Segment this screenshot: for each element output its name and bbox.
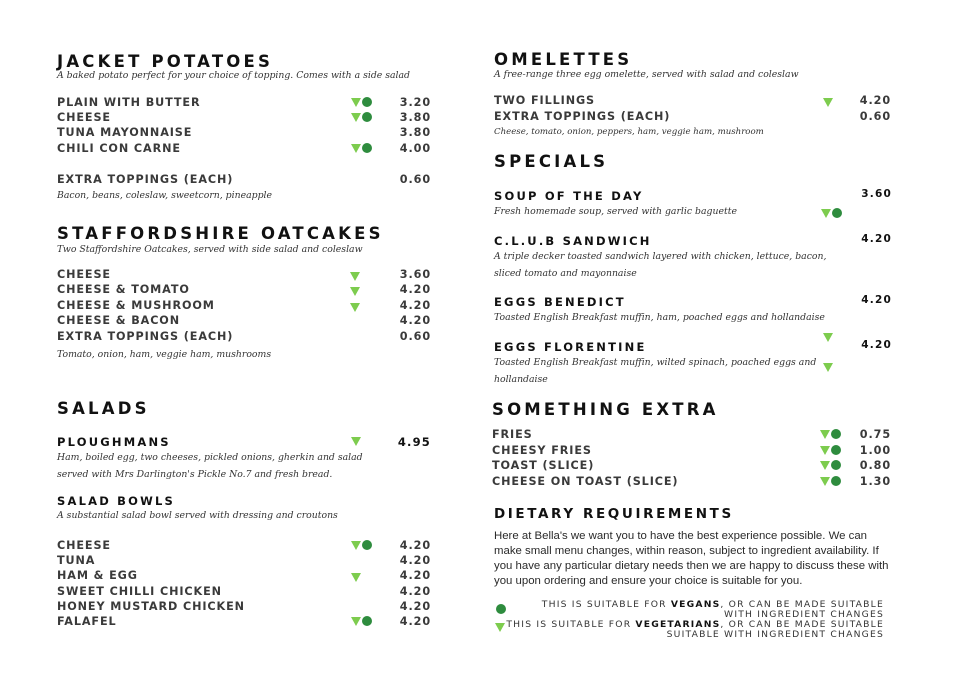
item-price: 4.20 <box>399 299 431 312</box>
vegetarian-vegan-icons <box>351 540 372 551</box>
item-price: 3.80 <box>399 111 431 124</box>
menu-item <box>492 459 892 474</box>
item-price: 4.00 <box>399 142 431 155</box>
menu-item <box>57 283 432 298</box>
special-desc: A triple decker toasted sandwich layered with chicken, lettuce, bacon, sliced tomato and mayonnaise <box>494 251 827 279</box>
vegan-icon <box>832 208 842 218</box>
oatcakes-subtitle: Two Staffordshire Oatcakes, served with side salad and coleslaw <box>57 244 363 255</box>
extra-toppings-row <box>57 173 432 188</box>
vegetarian-icon <box>350 303 360 312</box>
legend-vegan-line2: WITH INGREDIENT CHANGES <box>724 609 884 620</box>
item-name: CHEESE & MUSHROOM <box>57 299 215 312</box>
legend-text-part: , OR CAN BE MADE SUITABLE <box>720 599 884 610</box>
extra-title: SOMETHING EXTRA <box>492 400 719 419</box>
legend-text-part: THIS IS SUITABLE FOR <box>506 619 636 630</box>
item-price: 1.00 <box>859 444 891 457</box>
special-price: 3.60 <box>861 188 892 200</box>
menu-item <box>494 94 894 109</box>
vegetarian-icon <box>821 209 831 218</box>
item-price: 4.20 <box>399 314 431 327</box>
item-price: 4.20 <box>399 585 431 598</box>
omelettes-title: OMELETTES <box>494 50 633 69</box>
item-name: TUNA MAYONNAISE <box>57 126 193 139</box>
vegetarian-vegan-icons <box>351 616 372 627</box>
item-name: TWO FILLINGS <box>494 94 596 107</box>
menu-item <box>57 585 432 600</box>
vegetarian-icon <box>823 363 833 372</box>
vegetarian-icon <box>820 446 830 455</box>
vegetarian-icon <box>820 461 830 470</box>
item-price: 0.75 <box>859 428 891 441</box>
special-desc: Toasted English Breakfast muffin, wilted spinach, poached eggs and hollandaise <box>494 357 817 385</box>
specials-title: SPECIALS <box>494 152 609 171</box>
special-name: C.L.U.B SANDWICH <box>494 234 652 248</box>
vegetarian-vegan-icons <box>821 208 842 219</box>
item-price: 0.60 <box>399 330 431 343</box>
item-name: EXTRA TOPPINGS (EACH) <box>57 173 234 186</box>
special-desc: Fresh homemade soup, served with garlic baguette <box>494 206 737 217</box>
item-name: CHILI CON CARNE <box>57 142 181 155</box>
vegetarian-icons <box>351 436 361 447</box>
item-price: 1.30 <box>859 475 891 488</box>
legend-text <box>504 600 884 640</box>
menu-item <box>57 299 432 314</box>
item-name: HAM & EGG <box>57 569 138 582</box>
menu-item <box>57 268 432 283</box>
vegetarian-icon <box>820 477 830 486</box>
vegetarian-icons <box>823 362 833 373</box>
item-name: TUNA <box>57 554 96 567</box>
menu-item <box>57 314 432 329</box>
omelettes-note: Cheese, tomato, onion, peppers, ham, veggie ham, mushroom <box>494 127 764 137</box>
menu-item <box>57 615 432 630</box>
menu-item <box>492 428 892 443</box>
item-price: 4.20 <box>859 94 891 107</box>
legend-veg-line2: SUITABLE WITH INGREDIENT CHANGES <box>666 629 884 640</box>
item-price: 4.20 <box>399 554 431 567</box>
item-name: CHEESE ON TOAST (SLICE) <box>492 475 679 488</box>
item-name: FALAFEL <box>57 615 117 628</box>
special-price: 4.20 <box>861 294 892 306</box>
ploughmans-desc: Ham, boiled egg, two cheeses, pickled onions, gherkin and salad served with Mrs Darlington's Pickle No.7 and fresh bread. <box>57 452 363 480</box>
vegetarian-icon <box>351 98 361 107</box>
legend-vegetarians-bold: VEGETARIANS <box>635 619 721 630</box>
menu-item <box>57 554 432 569</box>
menu-item <box>57 96 432 111</box>
legend-vegans-bold: VEGANS <box>670 599 721 610</box>
vegetarian-icon <box>350 272 360 281</box>
item-price: 4.20 <box>399 600 431 613</box>
item-name: CHEESE & TOMATO <box>57 283 190 296</box>
special-price: 4.20 <box>861 233 892 245</box>
menu-item <box>57 126 432 141</box>
vegetarian-icon <box>350 287 360 296</box>
item-name: EXTRA TOPPINGS (EACH) <box>494 110 671 123</box>
oatcakes-title: STAFFORDSHIRE OATCAKES <box>57 224 384 243</box>
vegetarian-icons <box>350 286 360 297</box>
vegetarian-icon <box>351 144 361 153</box>
special-name: EGGS FLORENTINE <box>494 340 647 354</box>
menu-item <box>492 475 892 490</box>
menu-item <box>57 142 432 157</box>
oatcakes-note: Tomato, onion, ham, veggie ham, mushrooms <box>57 349 272 360</box>
item-price: 4.20 <box>399 539 431 552</box>
vegetarian-icons <box>351 572 361 583</box>
vegetarian-icon <box>351 573 361 582</box>
vegetarian-icon <box>351 113 361 122</box>
menu-item <box>492 444 892 459</box>
jacket-title: JACKET POTATOES <box>57 52 274 71</box>
salads-title: SALADS <box>57 399 150 418</box>
menu-item <box>57 569 432 584</box>
item-name: TOAST (SLICE) <box>492 459 595 472</box>
vegetarian-vegan-icons <box>351 112 372 123</box>
item-name: HONEY MUSTARD CHICKEN <box>57 600 245 613</box>
vegetarian-icon <box>820 430 830 439</box>
item-price: 4.20 <box>399 283 431 296</box>
item-name: FRIES <box>492 428 533 441</box>
item-name: CHEESE <box>57 539 111 552</box>
salad-bowls-title: SALAD BOWLS <box>57 494 175 508</box>
dietary-title: DIETARY REQUIREMENTS <box>494 506 734 522</box>
legend-text-part: , OR CAN BE MADE SUITABLE <box>720 619 884 630</box>
vegetarian-icon <box>351 437 361 446</box>
item-price: 3.80 <box>399 126 431 139</box>
vegetarian-icons <box>350 271 360 282</box>
legend-text-part: THIS IS SUITABLE FOR <box>541 599 671 610</box>
menu-item <box>57 539 432 554</box>
menu-item <box>57 111 432 126</box>
special-desc: Toasted English Breakfast muffin, ham, poached eggs and hollandaise <box>494 312 825 323</box>
item-name: SWEET CHILLI CHICKEN <box>57 585 222 598</box>
special-price: 4.20 <box>861 339 892 351</box>
vegetarian-icons <box>350 302 360 313</box>
vegetarian-vegan-icons <box>351 143 372 154</box>
special-name: EGGS BENEDICT <box>494 295 626 309</box>
item-name: CHEESE <box>57 268 111 281</box>
item-price: 3.60 <box>399 268 431 281</box>
vegetarian-vegan-icons <box>351 97 372 108</box>
item-name: CHEESE & BACON <box>57 314 180 327</box>
item-name: CHEESE <box>57 111 111 124</box>
item-price: 4.20 <box>399 615 431 628</box>
menu-item <box>57 600 432 615</box>
item-price: 0.80 <box>859 459 891 472</box>
salad-bowls-desc: A substantial salad bowl served with dressing and croutons <box>57 510 338 521</box>
menu-item <box>57 330 432 345</box>
item-price: 0.60 <box>399 173 431 186</box>
special-name: SOUP OF THE DAY <box>494 189 644 203</box>
vegetarian-icon <box>351 617 361 626</box>
menu-item <box>494 110 894 125</box>
ploughmans-price: 4.95 <box>397 435 431 449</box>
item-name: EXTRA TOPPINGS (EACH) <box>57 330 234 343</box>
omelettes-subtitle: A free-range three egg omelette, served with salad and coleslaw <box>494 69 799 80</box>
item-price: 4.20 <box>399 569 431 582</box>
item-name: CHEESY FRIES <box>492 444 592 457</box>
jacket-subtitle: A baked potato perfect for your choice of topping. Comes with a side salad <box>57 70 411 81</box>
item-name: PLAIN WITH BUTTER <box>57 96 201 109</box>
ploughmans-title: PLOUGHMANS <box>57 435 171 449</box>
item-price: 0.60 <box>859 110 891 123</box>
dietary-text: Here at Bella's we want you to have the best experience possible. We can make small menu changes, within reason, subject to ingredient availability. If you have any particular dietary needs then we are happy to discuss these with you upon ordering and ensure your choice is suitable for you. <box>494 530 889 587</box>
vegetarian-icon <box>351 541 361 550</box>
extra-toppings-note: Bacon, beans, coleslaw, sweetcorn, pineapple <box>57 190 273 201</box>
item-price: 3.20 <box>399 96 431 109</box>
